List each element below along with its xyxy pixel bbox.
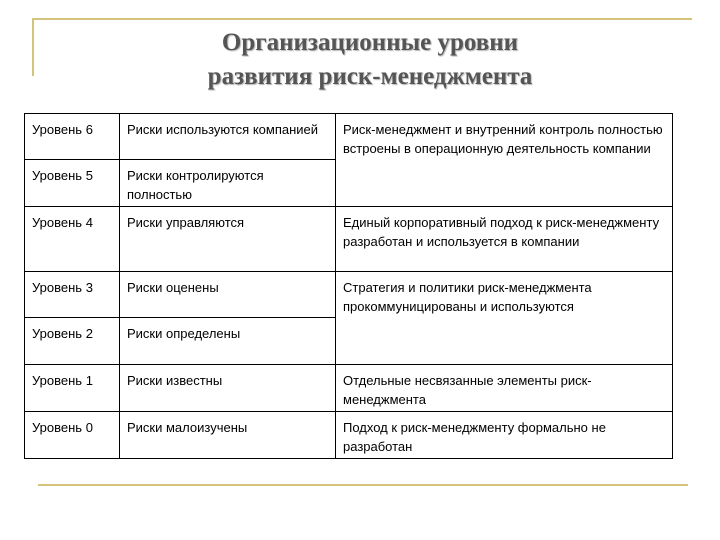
description-cell: Единый корпоративный подход к риск-менеджменту разработан и используется в компании xyxy=(336,207,673,272)
table-row xyxy=(25,207,673,272)
level-cell: Уровень 4 xyxy=(25,207,120,272)
frame-top-line xyxy=(32,18,692,20)
risk-cell: Риски определены xyxy=(120,318,336,365)
table-row xyxy=(25,114,673,160)
frame-left-line xyxy=(32,18,34,76)
level-cell: Уровень 1 xyxy=(25,365,120,412)
risk-cell: Риски используются компанией xyxy=(120,114,336,160)
table-row xyxy=(25,365,673,412)
description-cell: Риск-менеджмент и внутренний контроль полностью встроены в операционную деятельность компании xyxy=(336,114,673,207)
table-row xyxy=(25,412,673,459)
frame-bottom-line xyxy=(38,484,688,486)
slide-title xyxy=(80,26,660,94)
risk-cell: Риски оценены xyxy=(120,272,336,318)
description-cell: Стратегия и политики риск-менеджмента прокоммуницированы и используются xyxy=(336,272,673,365)
level-cell: Уровень 0 xyxy=(25,412,120,459)
level-cell: Уровень 3 xyxy=(25,272,120,318)
level-cell: Уровень 5 xyxy=(25,160,120,207)
risk-cell: Риски контролируются полностью xyxy=(120,160,336,207)
risk-cell: Риски малоизучены xyxy=(120,412,336,459)
risk-levels-table xyxy=(24,113,673,459)
risk-cell: Риски управляются xyxy=(120,207,336,272)
slide-title-line-1: Организационные уровни xyxy=(221,29,519,56)
description-cell: Отдельные несвязанные элементы риск-менеджмента xyxy=(336,365,673,412)
level-cell: Уровень 6 xyxy=(25,114,120,160)
slide-title-line-2: развития риск-менеджмента xyxy=(207,63,533,90)
table-row xyxy=(25,272,673,318)
level-cell: Уровень 2 xyxy=(25,318,120,365)
description-cell: Подход к риск-менеджменту формально не разработан xyxy=(336,412,673,459)
risk-cell: Риски известны xyxy=(120,365,336,412)
